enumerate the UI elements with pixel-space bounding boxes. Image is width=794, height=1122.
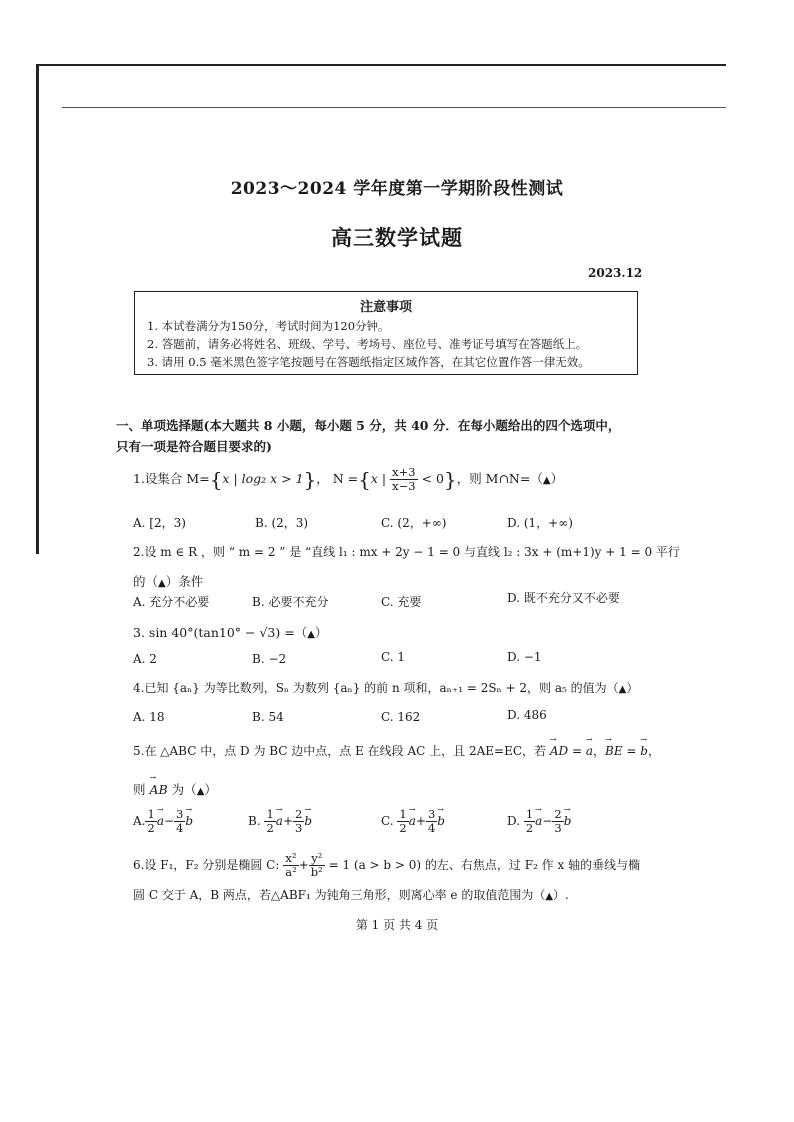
q3-option-c: C. 1 (381, 650, 406, 664)
notice-item-3: 3. 请用 0.5 毫米黑色签字笔按题号在答题纸指定区域作答，在其它位置作答一律无效。 (147, 355, 590, 369)
notice-item-1: 1. 本试卷满分为150分，考试时间为120分钟。 (147, 319, 390, 333)
header-rule (62, 107, 726, 108)
exam-date: 2023.12 (588, 266, 643, 280)
exam-title: 2023～2024 学年度第一学期阶段性测试 (230, 179, 564, 199)
answer-mark: ▲ (542, 475, 551, 486)
scan-border-left (36, 64, 39, 554)
question-5-line1: 5.在 △ABC 中，点 D 为 BC 边中点，点 E 在线段 AC 上，且 2AE=EC，若 → AD = → a，→ BE = → b， (133, 742, 660, 759)
q4-option-d: D. 486 (507, 708, 547, 722)
question-5-line2: 则 → AB 为（▲） (133, 780, 217, 798)
page-footer: 第 1 页 共 4 页 (355, 918, 439, 932)
q3-option-a: A. 2 (133, 652, 157, 666)
q4-option-c: C. 162 (381, 710, 421, 724)
answer-mark: ▲ (307, 629, 315, 640)
question-4: 4.已知 {aₙ} 为等比数列，Sₙ 为数列 {aₙ} 的前 n 项和，aₙ₊₁ = 2Sₙ + 2，则 a₅ 的值为（▲） (133, 681, 639, 695)
answer-mark: ▲ (158, 578, 166, 589)
q4-option-b: B. 54 (252, 710, 284, 724)
question-2-line2: 的（▲）条件 (133, 574, 204, 589)
notice-item-2: 2. 答题前，请务必将姓名、班级、学号、考场号、座位号、准考证号填写在答题纸上。 (147, 337, 588, 351)
exam-subject: 高三数学试题 (331, 225, 463, 250)
notice-title: 注意事项 (359, 300, 412, 315)
q4-option-a: A. 18 (133, 710, 165, 724)
answer-mark: ▲ (618, 684, 627, 695)
question-6-line2: 圆 C 交于 A，B 两点，若△ABF₁ 为钝角三角形，则离心率 e 的取值范围为（▲）. (133, 888, 569, 902)
question-2-line1: 2.设 m ∈ R ，则 “ m = 2 ” 是 “直线 l₁ : mx + 2y − 1 = 0 与直线 l₂ : 3x + (m+1)y + 1 = 0 平行 (133, 545, 680, 559)
q5-option-b: B. $\frac{1}{2}$ → a+ $\frac{2}{3}$ → b (248, 808, 312, 835)
q2-option-b: B. 必要不充分 (252, 595, 329, 609)
q2-option-c: C. 充要 (381, 595, 422, 609)
answer-mark: ▲ (545, 891, 554, 902)
q5-option-d: D. $\frac{1}{2}$ → a− $\frac{2}{3}$ → b (507, 808, 571, 835)
scan-border-top (36, 64, 726, 66)
q1-option-c: C. (2，+∞) (381, 516, 447, 530)
q5-option-a: A. $\frac{1}{2}$ → a− $\frac{3}{4}$ → b (133, 808, 193, 835)
answer-mark: ▲ (196, 786, 205, 797)
q2-option-d: D. 既不充分又不必要 (507, 591, 620, 605)
q1-fraction: $\frac{x+3}{x-3}$ (392, 465, 416, 493)
q3-option-d: D. −1 (507, 650, 542, 664)
q3-option-b: B. −2 (252, 652, 287, 666)
section-heading-line2: 只有一项是符合题目要求的) (116, 439, 272, 454)
notice-box (134, 291, 638, 375)
q1-option-d: D. (1，+∞) (507, 516, 573, 530)
q1-option-b: B. (2，3) (255, 516, 309, 530)
q2-option-a: A. 充分不必要 (133, 595, 210, 609)
q5-option-c: C. $\frac{1}{2}$ → a+ $\frac{3}{4}$ → b (381, 808, 445, 835)
q1-option-a: A. [2，3) (133, 516, 186, 530)
question-1: 1.设集合 M={x | log₂ x > 1}， N ={x | $\frac{x+3}{x-3}$ < 0}，则 M∩N=（▲） (133, 465, 564, 493)
question-3: 3. sin 40°(tan10° − √3) =（▲） (133, 625, 328, 640)
question-6-line1: 6.设 F₁，F₂ 分别是椭圆 C: $\frac{\text{x²}}{\text{a²}}$ + $\frac{\text{y²}}{\text{b²}}$ = 1 (a > b > 0) 的左、右焦点，过 F₂ 作 x 轴的垂线与椭 (133, 851, 641, 879)
section-heading-line1: 一、单项选择题(本大题共 8 小题，每小题 5 分，共 40 分．在每小题给出的四个选项中， (116, 418, 621, 433)
